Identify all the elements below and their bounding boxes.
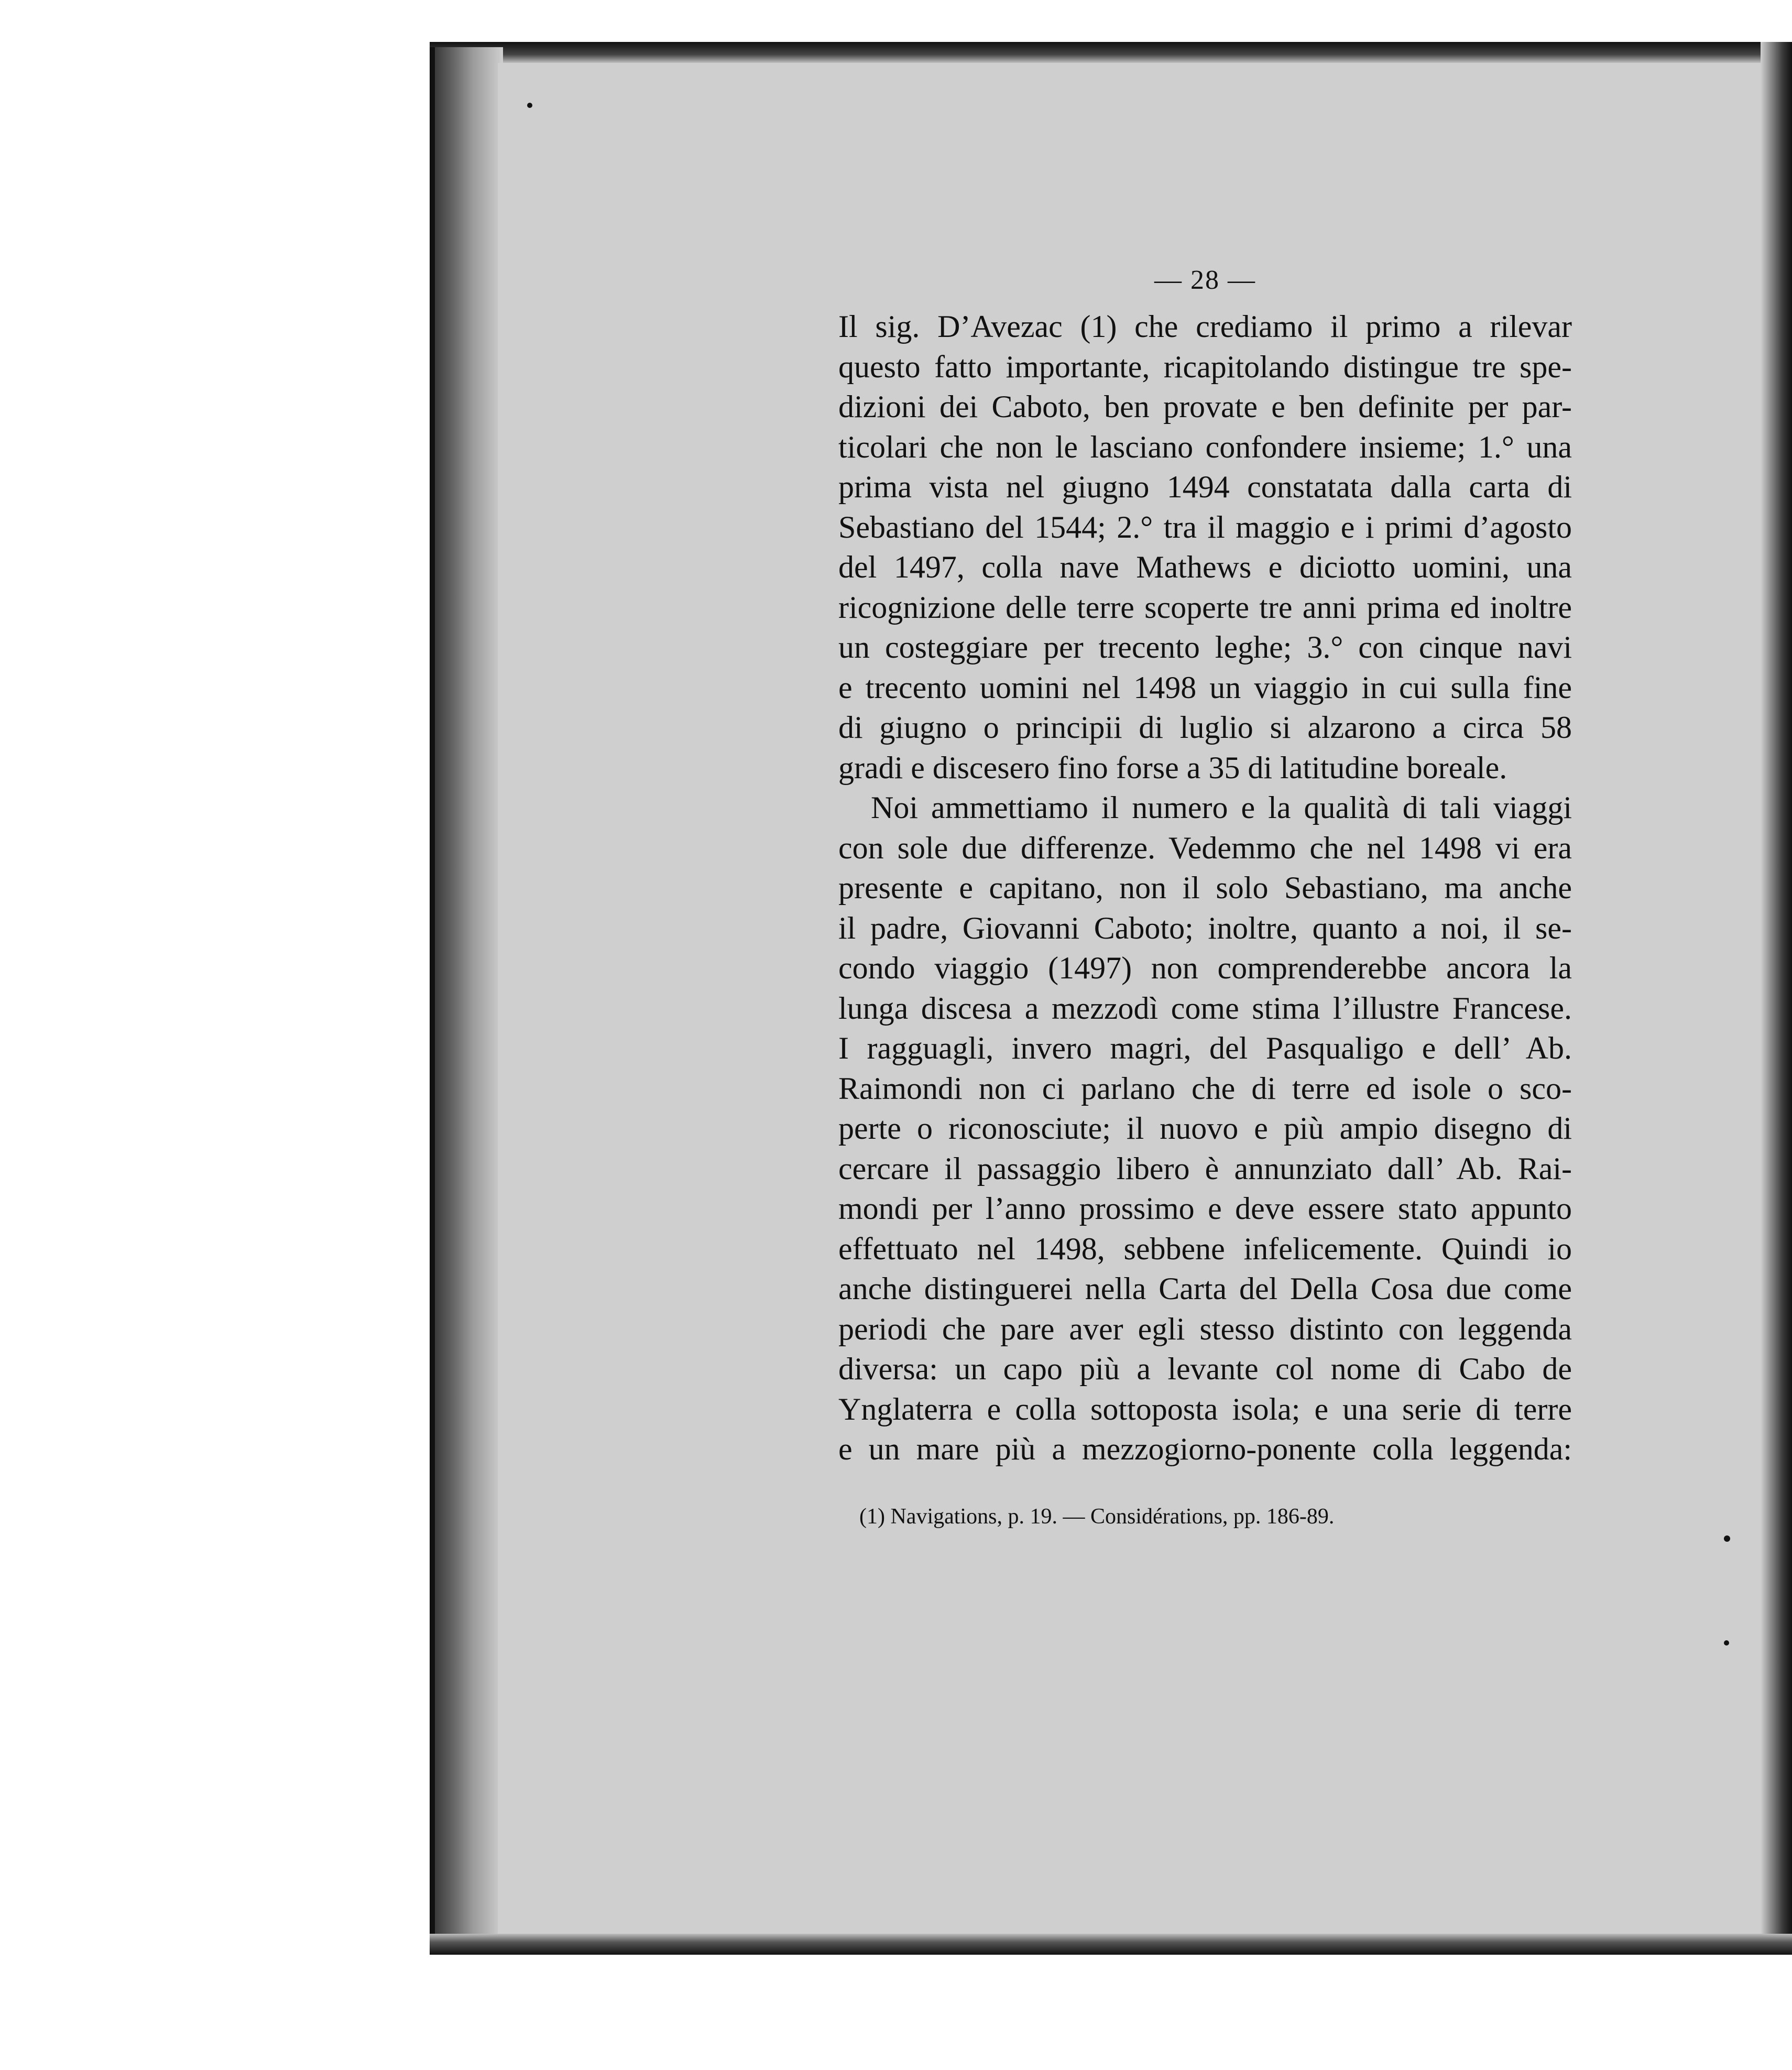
- text-line: Il sig. D’Avezac (1) che crediamo il primo a rilevar: [838, 309, 1572, 344]
- page-number: — 28 —: [1154, 265, 1256, 295]
- text-line: gradi e discesero fino forse a 35 di latitudine boreale.: [838, 750, 1507, 785]
- text-line: anche distinguerei nella Carta del Della Cosa due come: [838, 1271, 1572, 1306]
- text-line: diversa: un capo più a levante col nome di Cabo de: [838, 1352, 1572, 1386]
- book-edge-right: [1761, 42, 1792, 1955]
- text-line: ticolari che non le lasciano confondere insieme; 1.° una: [838, 429, 1572, 464]
- text-line: e trecento uomini nel 1498 un viaggio in cui sulla fine: [838, 670, 1572, 705]
- text-line: con sole due differenze. Vedemmo che nel 1498 vi era: [838, 830, 1572, 865]
- text-line: cercare il passaggio libero è annunziato dall’ Ab. Rai-: [838, 1151, 1572, 1186]
- text-line: Sebastiano del 1544; 2.° tra il maggio e i primi d’agosto: [838, 509, 1572, 544]
- text-line: prima vista nel giugno 1494 constatata dalla carta di: [838, 470, 1572, 504]
- text-line: Ynglaterra e colla sottoposta isola; e una serie di terre: [838, 1391, 1572, 1426]
- body-text: [838, 307, 1572, 1469]
- dust-speck: [1724, 1535, 1730, 1542]
- text-line: dizioni dei Caboto, ben provate e ben definite per par-: [838, 389, 1572, 424]
- text-line: Raimondi non ci parlano che di terre ed isole o sco-: [838, 1071, 1572, 1106]
- dust-speck: [527, 103, 532, 108]
- text-line: questo fatto importante, ricapitolando distingue tre spe-: [838, 349, 1572, 384]
- text-line: mondi per l’anno prossimo e deve essere stato appunto: [838, 1191, 1572, 1226]
- text-line: I ragguagli, invero magri, del Pasqualigo e dell’ Ab.: [838, 1031, 1572, 1065]
- book-spine-edge: [430, 47, 503, 1944]
- text-line: effettuato nel 1498, sebbene infelicemente. Quindi io: [838, 1231, 1572, 1266]
- text-line: di giugno o principii di luglio si alzarono a circa 58: [838, 710, 1572, 745]
- text-line: presente e capitano, non il solo Sebastiano, ma anche: [838, 870, 1572, 905]
- text-line: condo viaggio (1497) non comprenderebbe ancora la: [838, 951, 1572, 985]
- text-line: Noi ammettiamo il numero e la qualità di tali viaggi: [871, 790, 1572, 825]
- text-line: e un mare più a mezzogiorno-ponente colla leggenda:: [838, 1432, 1572, 1466]
- text-line: un costeggiare per trecento leghe; 3.° con cinque navi: [838, 630, 1572, 664]
- text-line: lunga discesa a mezzodì come stima l’illustre Francese.: [838, 990, 1572, 1026]
- text-line: il padre, Giovanni Caboto; inoltre, quanto a noi, il se-: [838, 910, 1572, 945]
- book-edge-top: [430, 42, 1792, 63]
- book-edge-bottom: [430, 1934, 1792, 1955]
- dust-speck: [1724, 1640, 1729, 1646]
- text-line: del 1497, colla nave Mathews e diciotto uomini, una: [838, 550, 1572, 584]
- text-line: ricognizione delle terre scoperte tre anni prima ed inoltre: [838, 590, 1572, 625]
- text-line: periodi che pare aver egli stesso distinto con leggenda: [838, 1311, 1572, 1346]
- text-line: perte o riconosciute; il nuovo e più ampio disegno di: [838, 1111, 1572, 1146]
- footnote: (1) Navigations, p. 19. — Considérations, pp. 186-89.: [859, 1505, 1335, 1529]
